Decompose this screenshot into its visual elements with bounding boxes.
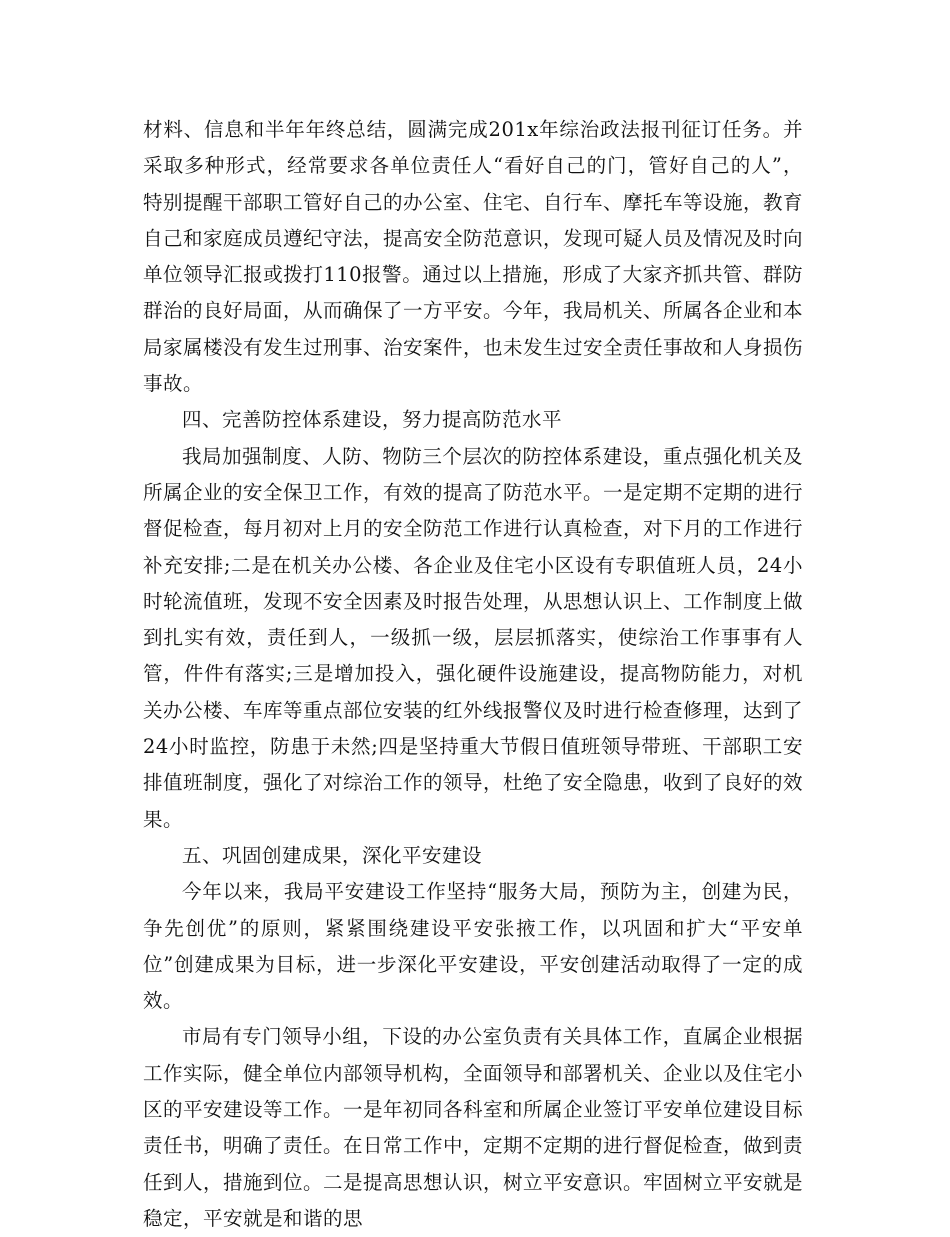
section-heading-four: 四、完善防控体系建设，努力提高防范水平 [182, 408, 563, 432]
document-body [143, 112, 803, 1237]
paragraph-prevention-system: 我局加强制度、人防、物防三个层次的防控体系建设，重点强化机关及所属企业的安全保卫工作，有效的提高了防范水平。一是定期不定期的进行督促检查，每月初对上月的安全防范工作进行认真检查，对下月的工作进行补充安排;二是在机关办公楼、各企业及住宅小区设有专职值班人员，24小时轮流值班，发现不安全因素及时报告处理，从思想认识上、工作制度上做到扎实有效，责任到人，一级抓一级，层层抓落实，使综治工作事事有人管，件件有落实;三是增加投入，强化硬件设施建设，提高物防能力，对机关办公楼、车库等重点部位安装的红外线报警仪及时进行检查修理，达到了24小时监控，防患于未然;四是坚持重大节假日值班领导带班、干部职工安排值班制度，强化了对综治工作的领导，杜绝了安全隐患，收到了良好的效果。 [143, 444, 804, 831]
paragraph-safety-principles: 今年以来，我局平安建设工作坚持“服务大局，预防为主，创建为民，争先创优”的原则，紧紧围绕建设平安张掖工作，以巩固和扩大“平安单位”创建成果为目标，进一步深化平安建设，平安创建活动取得了一定的成效。 [143, 880, 803, 1013]
section-heading-five: 五、巩固创建成果，深化平安建设 [182, 843, 483, 867]
paragraph-continuation: 材料、信息和半年年终总结，圆满完成201x年综治政法报刊征订任务。并采取多种形式，经常要求各单位责任人“看好自己的门，管好自己的人”，特别提醒干部职工管好自己的办公室、住宅、自行车、摩托车等设施，教育自己和家庭成员遵纪守法，提高安全防范意识，发现可疑人员及情况及时向单位领导汇报或拨打110报警。通过以上措施，形成了大家齐抓共管、群防群治的良好局面，从而确保了一方平安。今年，我局机关、所属各企业和本局家属楼没有发生过刑事、治安案件，也未发生过安全责任事故和人身损伤事故。 [143, 118, 804, 396]
paragraph-leadership-group: 市局有专门领导小组，下设的办公室负责有关具体工作，直属企业根据工作实际，健全单位内部领导机构，全面领导和部署机关、企业以及住宅小区的平安建设等工作。一是年初同各科室和所属企业签订平安单位建设目标责任书，明确了责任。在日常工作中，定期不定期的进行督促检查，做到责任到人，措施到位。二是提高思想认识，树立平安意识。牢固树立平安就是稳定，平安就是和谐的思 [143, 1025, 804, 1230]
